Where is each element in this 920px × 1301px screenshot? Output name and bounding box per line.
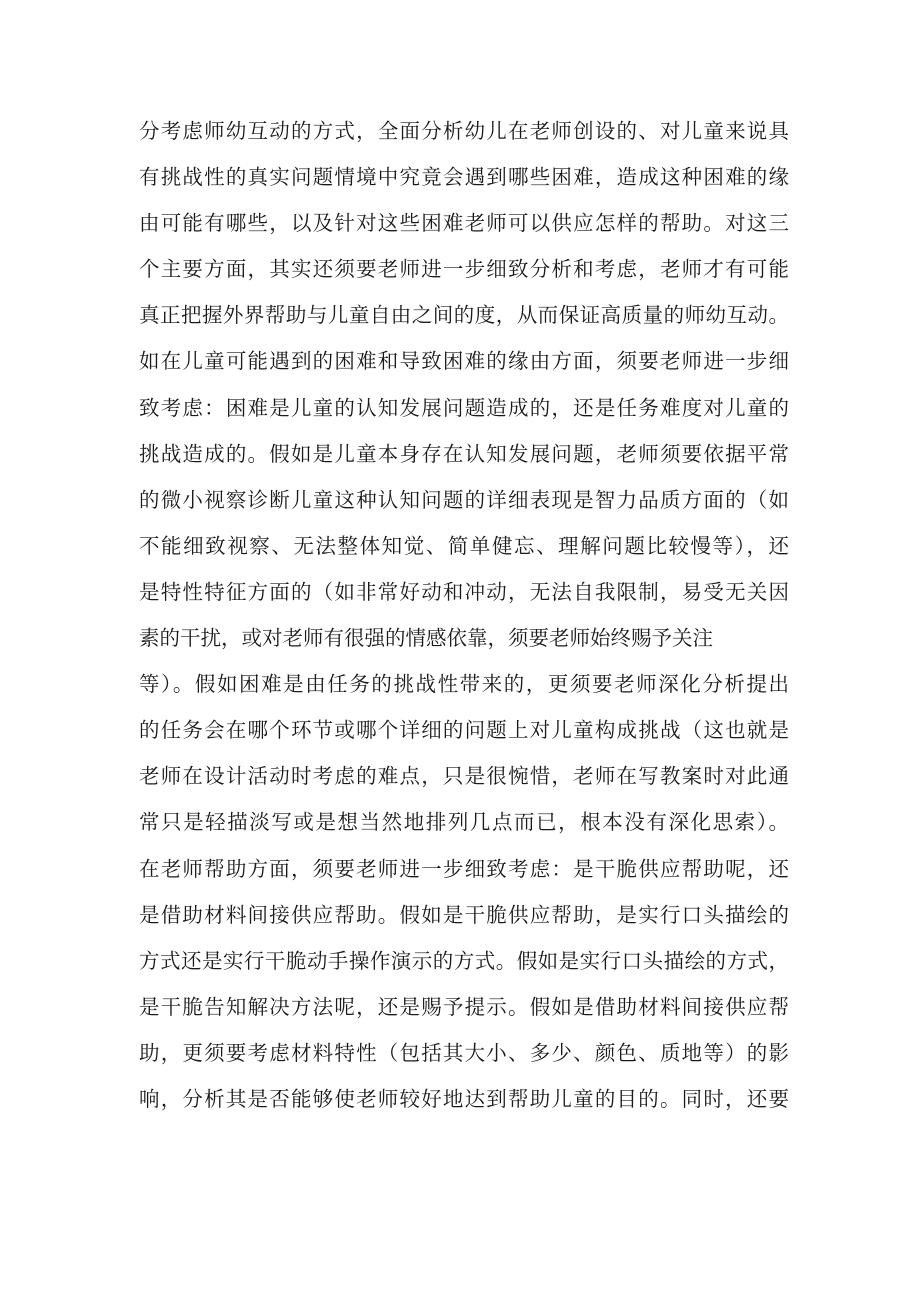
- text-line: 个主要方面，其实还须要老师进一步细致分析和考虑，老师才有可能: [139, 257, 789, 282]
- body-text: [139, 108, 789, 1122]
- text-line: 是借助材料间接供应帮助。假如是干脆供应帮助，是实行口头描绘的: [139, 902, 789, 927]
- text-line: 的微小视察诊断儿童这种认知问题的详细表现是智力品质方面的（如: [139, 487, 789, 512]
- text-line: 响，分析其是否能够使老师较好地达到帮助儿童的目的。同时，还要: [139, 1086, 789, 1111]
- text-line: 不能细致视察、无法整体知觉、简单健忘、理解问题比较慢等），还: [139, 533, 789, 558]
- text-line: 是特性特征方面的（如非常好动和冲动，无法自我限制，易受无关因: [139, 579, 789, 604]
- text-line: 分考虑师幼互动的方式，全面分析幼儿在老师创设的、对儿童来说具: [139, 119, 789, 143]
- text-line: 有挑战性的真实问题情境中究竟会遇到哪些困难，造成这种困难的缘: [139, 165, 789, 190]
- text-line: 真正把握外界帮助与儿童自由之间的度，从而保证高质量的师幼互动。: [139, 303, 789, 328]
- text-line: 常只是轻描淡写或是想当然地排列几点而已，根本没有深化思索）。: [139, 810, 789, 835]
- text-line: 助，更须要考虑材料特性（包括其大小、多少、颜色、质地等）的影: [139, 1040, 789, 1065]
- text-line: 等）。假如困难是由任务的挑战性带来的，更须要老师深化分析提出: [139, 672, 789, 697]
- text-line: 如在儿童可能遇到的困难和导致困难的缘由方面，须要老师进一步细: [139, 349, 789, 374]
- text-line: 方式还是实行干脆动手操作演示的方式。假如是实行口头描绘的方式，: [139, 948, 789, 973]
- text-line: 的任务会在哪个环节或哪个详细的问题上对儿童构成挑战（这也就是: [139, 718, 789, 743]
- text-line: 由可能有哪些，以及针对这些困难老师可以供应怎样的帮助。对这三: [139, 211, 789, 236]
- text-line: 是干脆告知解决方法呢，还是赐予提示。假如是借助材料间接供应帮: [139, 994, 789, 1019]
- text-line: 挑战造成的。假如是儿童本身存在认知发展问题，老师须要依据平常: [139, 441, 789, 466]
- text-line: 在老师帮助方面，须要老师进一步细致考虑：是干脆供应帮助呢，还: [139, 856, 789, 881]
- text-line: 致考虑：困难是儿童的认知发展问题造成的，还是任务难度对儿童的: [139, 395, 789, 420]
- text-line: 素的干扰，或对老师有很强的情感依靠，须要老师始终赐予关注: [139, 626, 713, 651]
- text-line: 老师在设计活动时考虑的难点，只是很惋惜，老师在写教案时对此通: [139, 764, 789, 789]
